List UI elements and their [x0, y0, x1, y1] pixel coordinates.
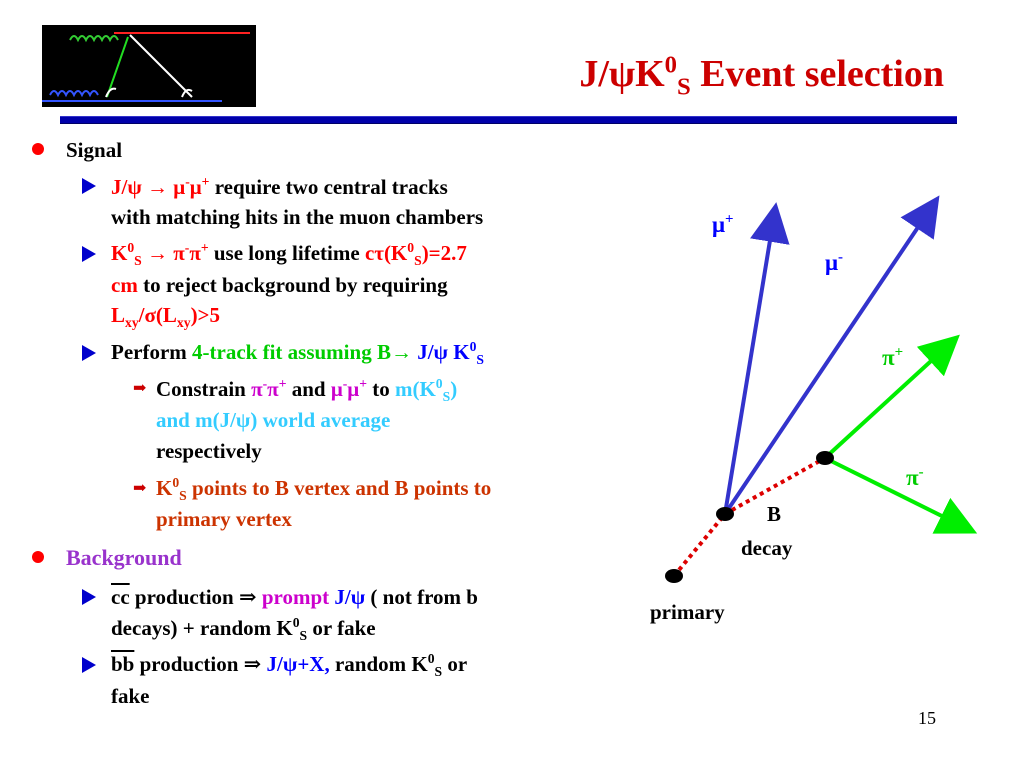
logo-image: [42, 25, 256, 107]
mu-plus-label: μ+: [712, 211, 734, 237]
page-number: 15: [918, 708, 936, 728]
detector-logo-icon: [42, 25, 256, 107]
triangle-bullet-icon: [82, 246, 96, 262]
signal-sub-1: Constrain π-π+ and μ-μ+ to $m(K^0_S)$: [156, 376, 458, 405]
background-item-2-line2: fake: [111, 684, 150, 708]
background-heading: Background: [66, 545, 182, 570]
triangle-bullet-icon: [82, 657, 96, 673]
signal-sub-2-line2: primary vertex: [156, 507, 292, 531]
pi-minus-track: [825, 458, 970, 530]
signal-item-2-line2: cm to reject background by requiring: [111, 273, 448, 297]
b-flight-line: [674, 514, 725, 576]
bullet-icon: [32, 551, 44, 563]
signal-item-2-line3: $L_{xy}/\sigma(L_{xy})>5$: [111, 303, 221, 331]
pi-minus-label: π-: [906, 464, 924, 490]
primary-vertex: [665, 569, 683, 583]
triangle-bullet-icon: [82, 178, 96, 194]
triangle-bullet-icon: [82, 345, 96, 361]
mu-plus-track: [725, 210, 775, 514]
mu-minus-track: [725, 202, 935, 514]
background-item-2: $\overline{bb}$ production ⇒ J/ψ+X, random $K^0_S$ or: [111, 651, 468, 680]
signal-heading: Signal: [66, 138, 123, 162]
signal-item-1-line2: with matching hits in the muon chambers: [111, 205, 484, 229]
bullet-icon: [32, 143, 44, 155]
arrow-bullet-icon: ➡: [133, 380, 147, 397]
page-title: $J/\psi K^0_S$ Event selection: [579, 51, 944, 101]
decay-diagram-svg: [640, 190, 1000, 660]
b-decay-label-line2: decay: [741, 536, 793, 560]
signal-sub-1-line3: respectively: [156, 439, 262, 463]
k-decay-vertex: [816, 451, 834, 465]
b-decay-vertex: [716, 507, 734, 521]
signal-sub-1-line2: and m(J/ψ) world average: [156, 408, 391, 432]
triangle-bullet-icon: [82, 589, 96, 605]
background-item-1: $\overline{cc}$ production ⇒ prompt J/ψ ( not from b: [111, 585, 478, 609]
signal-item-2: $K^0_S \to \pi^-\pi^+$ use long lifetime $c\tau(K^0_S)=2.7$: [111, 240, 467, 269]
title-rule: [60, 116, 957, 124]
arrow-bullet-icon: ➡: [133, 480, 147, 497]
signal-sub-2: $K^0_S$ points to B vertex and B points to: [156, 475, 492, 504]
signal-item-3: Perform 4-track fit assuming B→ J/ψ $K^0_S$: [111, 339, 484, 368]
signal-item-1: J/ψ → μ-μ+ require two central tracks: [111, 174, 448, 199]
b-decay-label-line1: B: [767, 502, 782, 526]
mu-minus-label: μ-: [825, 249, 844, 275]
primary-label: primary: [650, 600, 725, 624]
background-item-1-line2: decays) + random $K^0_S$ or fake: [111, 615, 376, 644]
pi-plus-label: π+: [882, 344, 904, 370]
decay-diagram: [640, 190, 1000, 660]
